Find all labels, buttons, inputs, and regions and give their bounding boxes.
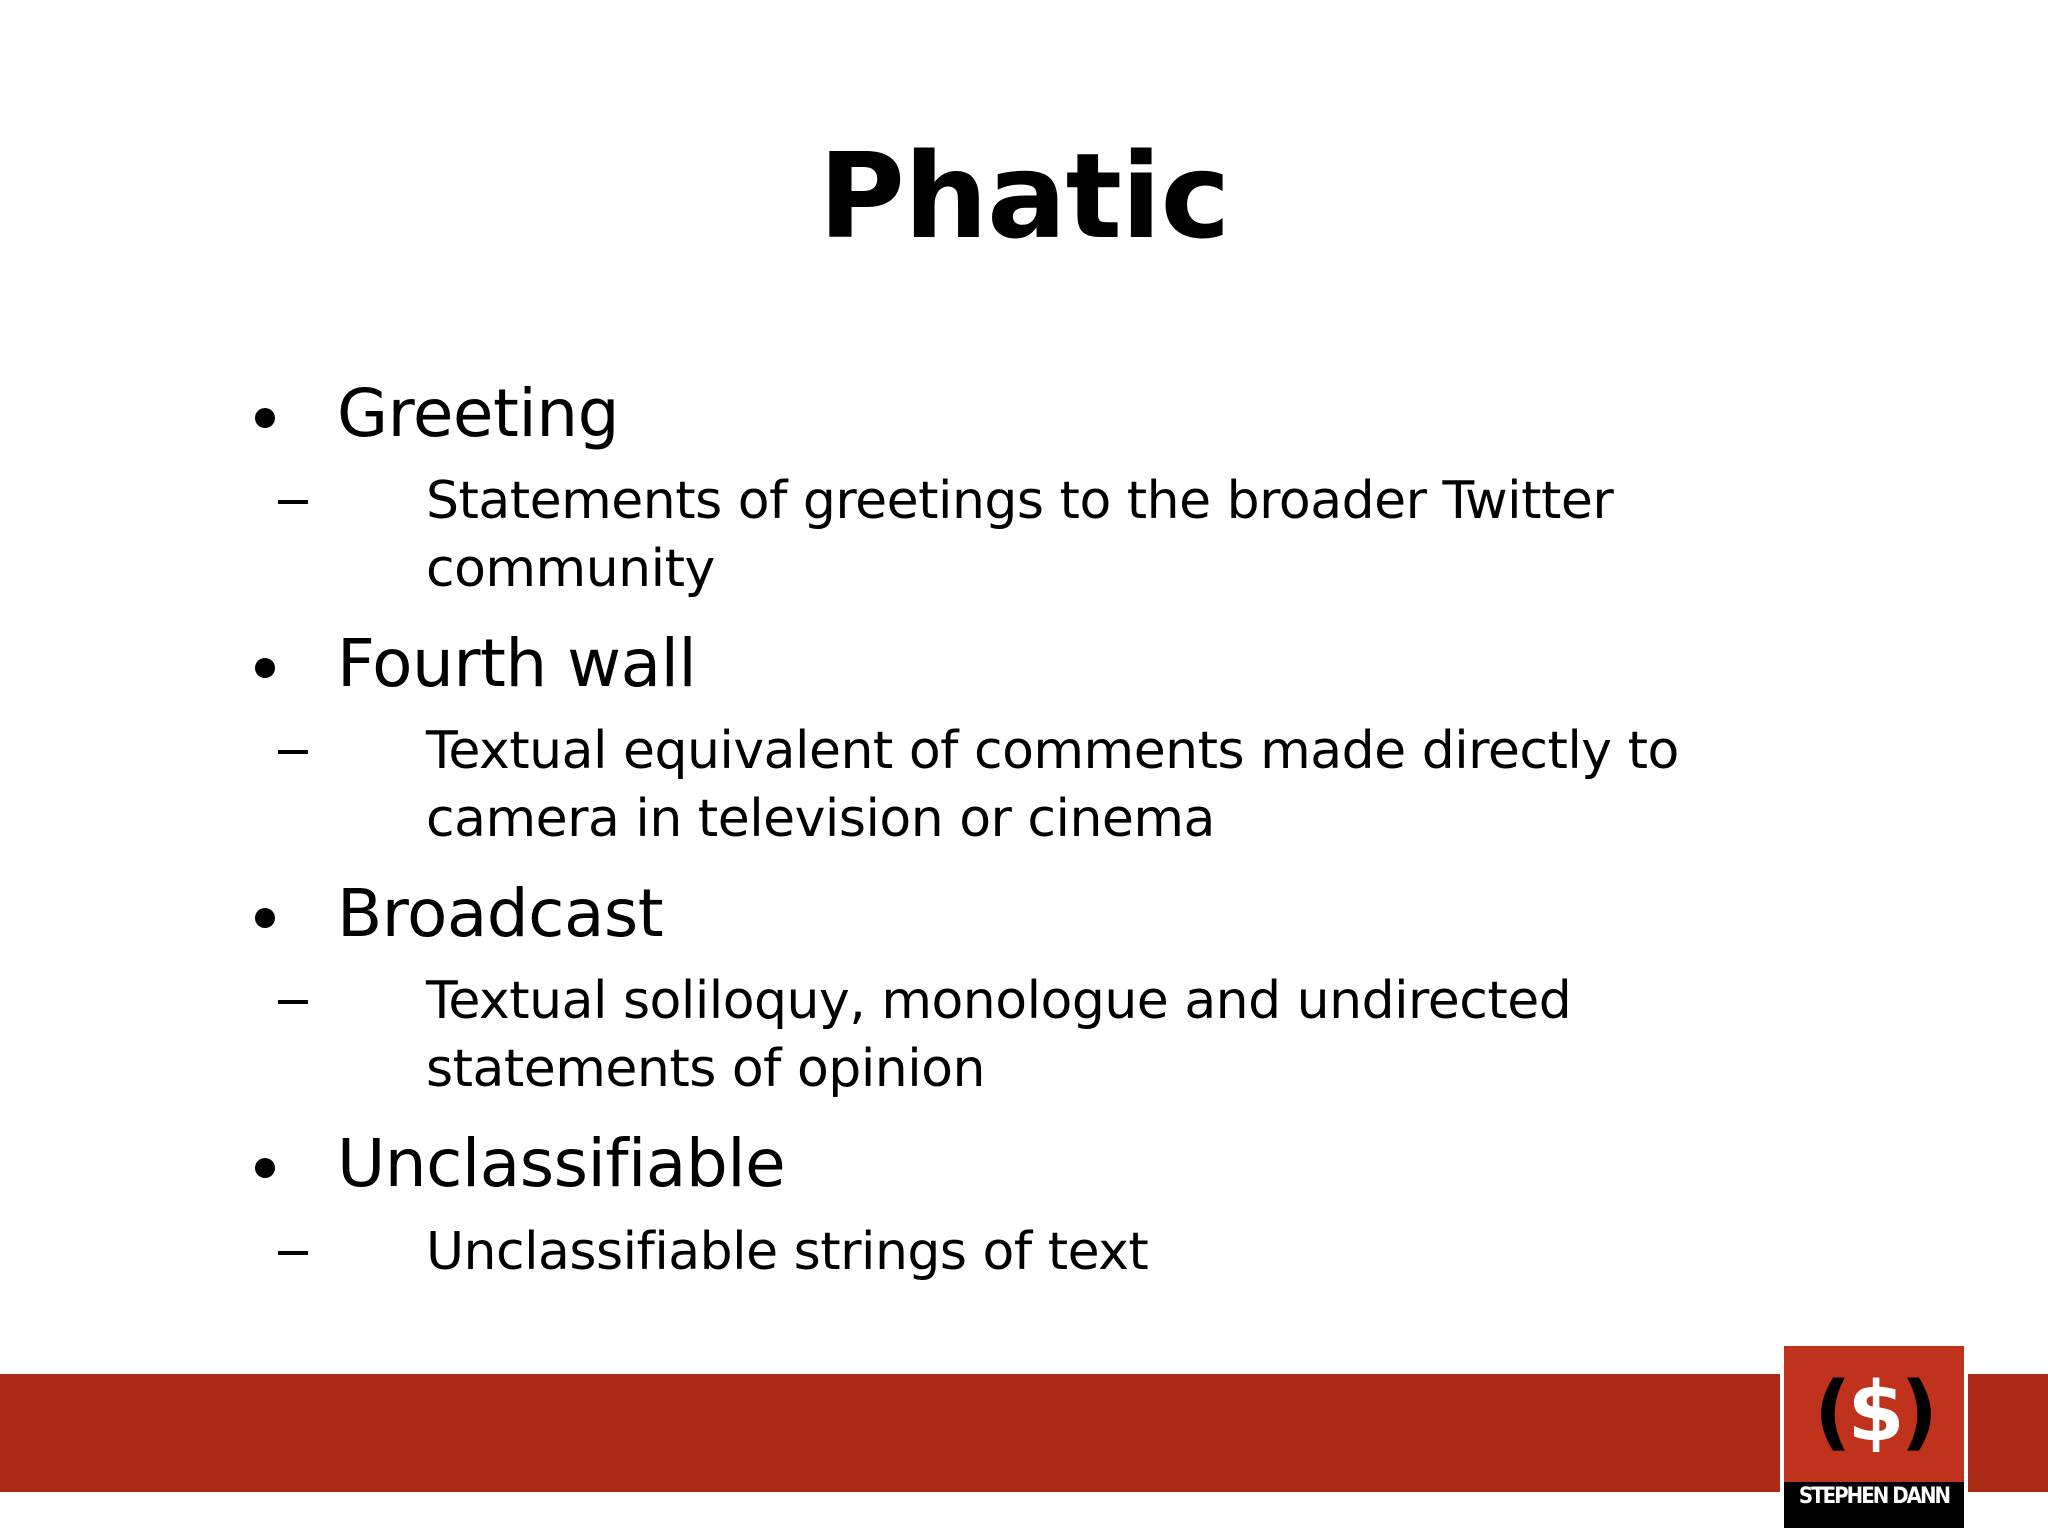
dash-icon (278, 500, 308, 504)
slide-title: Phatic (818, 127, 1230, 265)
bullet-dot-icon (255, 908, 275, 928)
sub-bullet-text: Textual equivalent of comments made directly to camera in television or cinema (426, 721, 1679, 849)
footer-bar (0, 1374, 2048, 1492)
logo-name: STEPHEN DANN (1784, 1482, 1964, 1528)
bullet-dot-icon (255, 658, 275, 678)
logo-background (1784, 1346, 1964, 1528)
stephen-dann-logo (1780, 1342, 1968, 1532)
dash-icon (278, 1251, 308, 1255)
bullet-item-broadcast (255, 874, 1755, 954)
dash-icon (278, 1000, 308, 1004)
sub-bullet-text: Statements of greetings to the broader Twitter community (426, 471, 1614, 599)
bullet-item-greeting (255, 374, 1755, 454)
bullet-dot-icon (255, 408, 275, 428)
bullet-dot-icon (255, 1158, 275, 1178)
dollar-logo-icon: ($) (1813, 1365, 1935, 1460)
bullet-item-unclassifiable (255, 1124, 1755, 1204)
dash-icon (278, 750, 308, 754)
sub-bullet-text: Unclassifiable strings of text (426, 1222, 1149, 1282)
sub-bullet-text: Textual soliloquy, monologue and undirected statements of opinion (426, 971, 1572, 1099)
bullet-label: Unclassifiable (337, 1125, 786, 1202)
bullet-item-fourth-wall (255, 624, 1755, 704)
bullet-label: Greeting (337, 375, 619, 452)
bullet-label: Fourth wall (337, 625, 697, 702)
bullet-label: Broadcast (337, 875, 664, 952)
